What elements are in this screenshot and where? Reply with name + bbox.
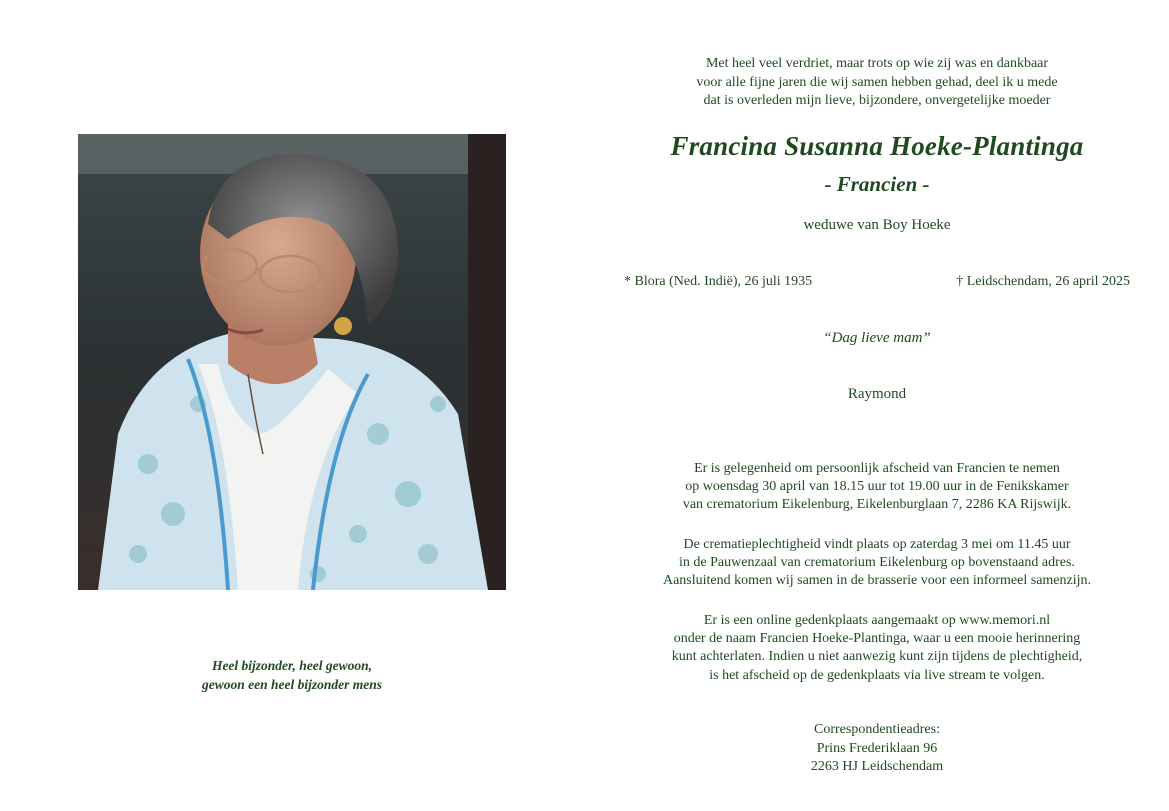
portrait-photo	[78, 134, 506, 590]
paragraph-line: De crematieplechtigheid vindt plaats op zaterdag 3 mei om 11.45 uur	[683, 537, 1071, 552]
ceremony-paragraph	[610, 536, 1144, 591]
correspondence-address	[610, 721, 1144, 777]
deceased-nickname: - Francien -	[824, 172, 930, 196]
intro-line: Met heel veel verdriet, maar trots op wie zij was en dankbaar	[705, 56, 1049, 71]
motto: “Dag lieve mam”	[823, 330, 931, 346]
intro-text	[610, 55, 1144, 111]
paragraph-line: is het afscheid op de gedenkplaats via live stream te volgen.	[709, 667, 1045, 683]
paragraph-line: Aansluitend komen wij samen in de brasserie voor een informeel samenzijn.	[662, 573, 1092, 589]
paragraph-line: kunt achterlaten. Indien u niet aanwezig kunt zijn tijdens de plechtigheid,	[671, 649, 1083, 665]
paragraph-line: in de Pauwenzaal van crematorium Eikelenburg op bovenstaand adres.	[679, 555, 1075, 571]
address-line: Correspondentieadres:	[814, 722, 940, 737]
paragraph-line: Er is gelegenheid om persoonlijk afscheid van Francien te nemen	[694, 461, 1060, 476]
farewell-paragraph	[610, 460, 1144, 515]
quote-line: Heel bijzonder, heel gewoon,	[211, 658, 373, 673]
paragraph-line: van crematorium Eikelenburg, Eikelenburglaan 7, 2286 KA Rijswijk.	[682, 497, 1072, 513]
intro-line: dat is overleden mijn lieve, bijzondere, onvergetelijke moeder	[703, 93, 1051, 108]
quote-line: gewoon een heel bijzonder mens	[201, 677, 382, 692]
paragraph-line: onder de naam Francien Hoeke-Plantinga, waar u een mooie herinnering	[673, 631, 1081, 647]
birth-info: * Blora (Ned. Indië), 26 juli 1935	[624, 274, 813, 289]
address-line: Prins Frederiklaan 96	[816, 740, 938, 756]
paragraph-line: Er is een online gedenkplaats aangemaakt op www.memori.nl	[703, 613, 1051, 628]
signer-name: Raymond	[847, 386, 907, 402]
left-quote	[78, 656, 506, 694]
deceased-name: Francina Susanna Hoeke-Plantinga	[670, 131, 1084, 161]
memorial-paragraph	[610, 612, 1144, 685]
address-line: 2263 HJ Leidschendam	[810, 759, 944, 774]
paragraph-line: op woensdag 30 april van 18.15 uur tot 19.00 uur in de Fenikskamer	[685, 479, 1069, 495]
death-info: † Leidschendam, 26 april 2025	[956, 274, 1130, 289]
intro-line: voor alle fijne jaren die wij samen hebben gehad, deel ik u mede	[696, 74, 1058, 90]
widow-of: weduwe van Boy Hoeke	[803, 217, 951, 233]
